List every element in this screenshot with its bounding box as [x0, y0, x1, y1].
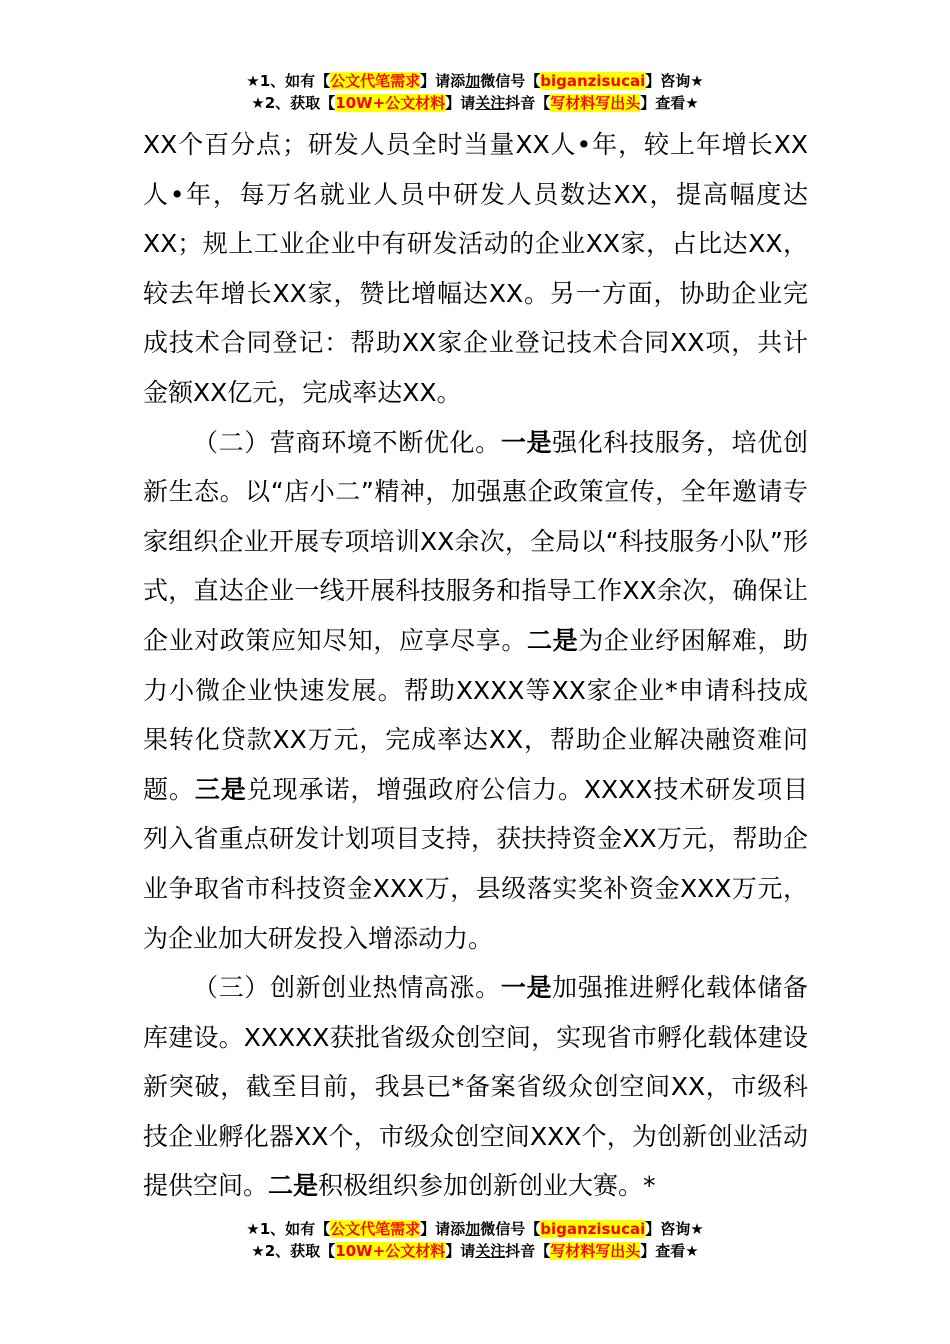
banner-line-2: ★2、获取【10W+公文材料】请关注抖音【写材料写出头】查看★ — [251, 1242, 699, 1260]
highlight-douyin: 写材料写出头 — [550, 1242, 641, 1260]
banner-line-2: ★2、获取【10W+公文材料】请关注抖音【写材料写出头】查看★ — [251, 94, 699, 112]
banner-line-1: ★1、如有【公文代笔需求】请添加微信号【biganzisucai】咨询★ — [246, 1220, 704, 1238]
highlight-douyin: 写材料写出头 — [550, 94, 641, 112]
highlight-materials: 10W+公文材料 — [335, 1242, 446, 1260]
highlight-wechat-id: biganzisucai — [540, 1220, 646, 1238]
header-banner — [0, 70, 950, 114]
highlight-wechat-id: biganzisucai — [540, 72, 646, 90]
highlight-service: 公文代笔需求 — [330, 72, 421, 90]
paragraph-3: （三）创新创业热情高涨。一是加强推进孵化载体储备库建设。XXXXX获批省级众创空间，实现省市孵化载体建设新突破，截至目前，我县已*备案省级众创空间XX，市级科技企业孵化器XX个，市级众创空间XXX个，为创新创业活动提供空间。二是积极组织参加创新创业大赛。* — [143, 973, 808, 1201]
highlight-materials: 10W+公文材料 — [335, 94, 446, 112]
highlight-service: 公文代笔需求 — [330, 1220, 421, 1238]
banner-line-1: ★1、如有【公文代笔需求】请添加微信号【biganzisucai】咨询★ — [246, 72, 704, 90]
footer-banner — [0, 1218, 950, 1262]
document-body — [143, 120, 808, 1211]
paragraph-2: （二）营商环境不断优化。一是强化科技服务，培优创新生态。以“店小二”精神，加强惠企政策宣传，全年邀请专家组织企业开展专项培训XX余次，全局以“科技服务小队”形式，直达企业一线开展科技服务和指导工作XX余次，确保让企业对政策应知尽知，应享尽享。二是为企业纾困解难，助力小微企业快速发展。帮助XXXX等XX家企业*申请科技成果转化贷款XX万元，完成率达XX，帮助企业解决融资难问题。三是兑现承诺，增强政府公信力。XXXX技术研发项目列入省重点研发计划项目支持，获扶持资金XX万元，帮助企业争取省市科技资金XXX万，县级落实奖补资金XXX万元，为企业加大研发投入增添动力。 — [143, 427, 808, 953]
paragraph-1: XX个百分点；研发人员全时当量XX人•年，较上年增长XX人•年，每万名就业人员中研发人员数达XX，提高幅度达XX；规上工业企业中有研发活动的企业XX家，占比达XX，较去年增长XX家，赞比增幅达XX。另一方面，协助企业完成技术合同登记：帮助XX家企业登记技术合同XX项，共计金额XX亿元，完成率达XX。 — [143, 130, 808, 407]
